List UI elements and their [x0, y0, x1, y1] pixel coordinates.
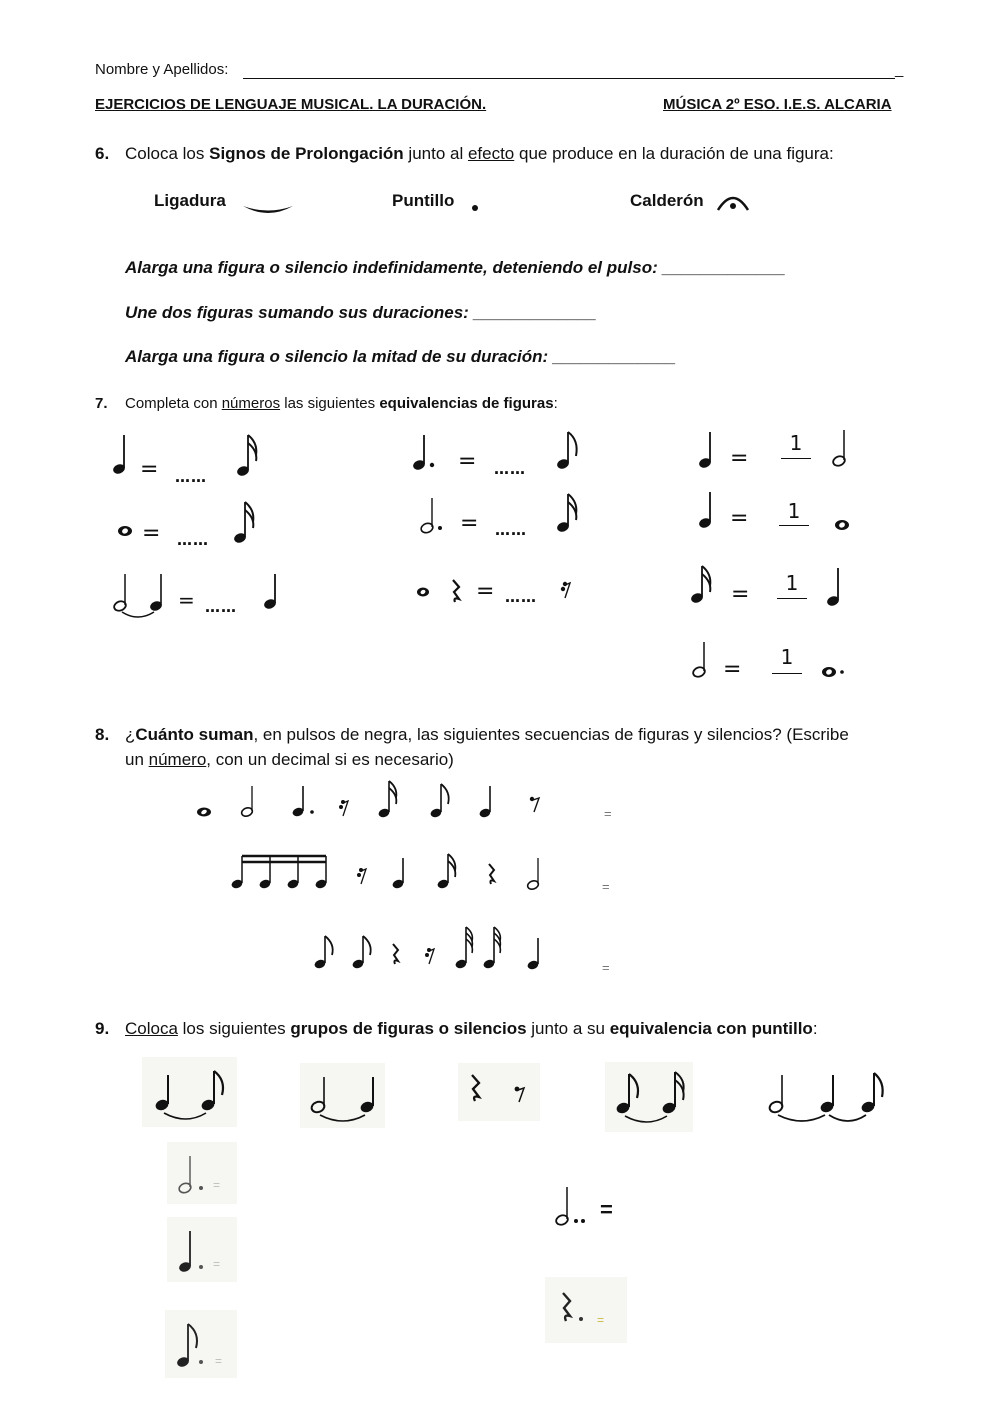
dotted-half-note-icon	[420, 496, 450, 536]
half-note-icon	[832, 428, 852, 468]
quarter-note-icon	[112, 433, 132, 478]
quarter-note-icon	[698, 490, 718, 530]
dotted-quarter-note-icon	[173, 1223, 233, 1275]
ex6-question-3: Alarga una figura o silencio la mitad de su duración: _____________	[125, 347, 676, 366]
answer-dots[interactable]: ……	[175, 468, 207, 486]
answer-blank-2[interactable]: _____________	[473, 303, 597, 322]
sum-equals-1: =	[604, 806, 612, 821]
sixteenth-rest-icon	[560, 580, 574, 602]
sequence-3-figures	[313, 924, 553, 974]
sixteenth-note-icon	[233, 500, 259, 545]
dot-icon	[470, 203, 480, 213]
equals-sign: =	[140, 457, 159, 482]
name-field[interactable]	[243, 64, 895, 79]
whole-note-icon	[117, 524, 135, 538]
answer-blank-1[interactable]: _____________	[662, 258, 786, 277]
exercise-8-statement: 8. ¿Cuánto suman, en pulsos de negra, las siguientes secuencias de figuras y silencios? (Escribe un número, con un decimal si es necesario)	[95, 725, 849, 769]
quarter-rest-eighth-rest-icon	[464, 1069, 534, 1114]
sixteenth-note-icon	[690, 564, 716, 606]
double-dotted-half-note-icon	[552, 1183, 592, 1228]
whole-note-icon	[834, 518, 852, 532]
answer-dots[interactable]: ……	[505, 588, 537, 606]
target-dotted-eighth[interactable]	[165, 1310, 237, 1378]
name-label: Nombre y Apellidos:	[95, 61, 229, 78]
equals-sign: =	[730, 446, 749, 471]
equals-sign: =	[178, 588, 195, 612]
fermata-icon	[715, 190, 753, 214]
worksheet-title: EJERCICIOS DE LENGUAJE MUSICAL. LA DURACIÓN.	[95, 96, 487, 113]
answer-dots[interactable]: ……	[494, 460, 526, 478]
half-tied-quarter-tied-eighth-icon	[764, 1067, 889, 1125]
sign-puntillo-label: Puntillo	[392, 191, 455, 210]
sign-calderon-label: Calderón	[630, 191, 704, 210]
fraction-denominator-blank[interactable]	[779, 529, 809, 553]
name-trail: _	[895, 61, 904, 78]
equals-sign: =	[460, 511, 479, 536]
course-title: MÚSICA 2º ESO. I.E.S. ALCARIA	[663, 96, 892, 113]
sum-equals-2: =	[602, 879, 610, 894]
dotted-half-note-icon	[173, 1148, 233, 1198]
fraction-numerator: 1	[789, 431, 803, 455]
fraction-numerator: 1	[787, 499, 801, 523]
fraction-denominator-blank[interactable]	[777, 602, 807, 626]
answer-dots[interactable]: ……	[177, 531, 209, 549]
answer-dots[interactable]: ……	[205, 598, 237, 616]
fraction-denominator-blank[interactable]	[781, 462, 811, 486]
exercise-7-statement: 7. Completa con números las siguientes equivalencias de figuras:	[95, 395, 558, 412]
fraction-bar	[781, 458, 811, 459]
sixteenth-note-icon	[556, 492, 582, 534]
equals-sign: =	[215, 1354, 223, 1368]
sum-answer-1[interactable]	[625, 800, 705, 822]
sign-ligadura-label: Ligadura	[154, 191, 226, 210]
eighth-tied-sixteenth-icon	[611, 1068, 689, 1126]
equals-sign: =	[597, 1313, 605, 1327]
dotted-quarter-note-icon	[412, 433, 442, 473]
fraction-bar	[777, 598, 807, 599]
equals-sign: =	[142, 521, 161, 546]
ex6-question-1: Alarga una figura o silencio indefinidamente, deteniendo el pulso: _____________	[125, 258, 786, 277]
equals-sign: =	[476, 579, 495, 604]
eighth-note-icon	[555, 430, 581, 472]
quarter-tied-eighth-icon	[150, 1065, 230, 1120]
quarter-note-icon	[826, 566, 846, 608]
equals-sign: =	[213, 1257, 221, 1271]
half-note-icon	[692, 640, 712, 680]
equals-sign: =	[213, 1178, 221, 1192]
target-dotted-half[interactable]	[167, 1142, 237, 1204]
target-dotted-quarter[interactable]	[167, 1217, 237, 1282]
equals-sign: =	[730, 506, 749, 531]
fraction-numerator: 1	[785, 571, 799, 595]
ex6-question-2: Une dos figuras sumando sus duraciones: _____________	[125, 303, 597, 322]
group-quarter-tied-eighth[interactable]	[142, 1057, 237, 1127]
fraction-numerator: 1	[780, 645, 794, 669]
sum-equals-3: =	[602, 960, 610, 975]
group-half-tied-quarter[interactable]	[300, 1063, 385, 1128]
sixteenth-note-icon	[236, 433, 262, 478]
dotted-whole-note-icon	[821, 665, 847, 679]
answer-dots[interactable]: ……	[495, 521, 527, 539]
dotted-quarter-rest-icon	[551, 1283, 621, 1338]
sequence-1-figures	[195, 778, 555, 822]
exercise-9-statement: 9. Coloca los siguientes grupos de figuras o silencios junto a su equivalencia con puntillo:	[95, 1019, 818, 1038]
target-double-dotted-half[interactable]	[625, 1190, 745, 1230]
group-eighth-tied-sixteenth[interactable]	[605, 1062, 693, 1132]
tie-icon	[240, 200, 300, 220]
target-dotted-quarter-rest[interactable]	[545, 1277, 627, 1343]
fraction-bar	[779, 525, 809, 526]
equals-sign: =	[723, 657, 742, 682]
whole-note-icon	[416, 586, 432, 598]
fraction-bar	[772, 673, 802, 674]
sum-answer-3[interactable]	[622, 953, 702, 975]
equals-sign: =	[600, 1197, 613, 1222]
answer-blank-3[interactable]: _____________	[552, 347, 676, 366]
equals-sign: =	[458, 449, 477, 474]
exercise-6-statement: 6. Coloca los Signos de Prolongación junto al efecto que produce en la duración de una figura:	[95, 144, 834, 163]
equals-sign: =	[731, 582, 750, 607]
half-tied-quarter-icon	[112, 570, 172, 618]
quarter-rest-icon	[449, 578, 463, 604]
quarter-note-icon	[698, 430, 718, 470]
half-tied-quarter-icon	[306, 1069, 381, 1124]
group-quarter-rest-eighth-rest[interactable]	[458, 1063, 540, 1121]
sum-answer-2[interactable]	[622, 872, 702, 894]
fraction-denominator-blank[interactable]	[772, 677, 802, 701]
group-half-quarter-eighth-tied[interactable]	[760, 1063, 890, 1128]
sequence-2-figures	[230, 852, 555, 894]
quarter-note-icon	[263, 572, 283, 612]
